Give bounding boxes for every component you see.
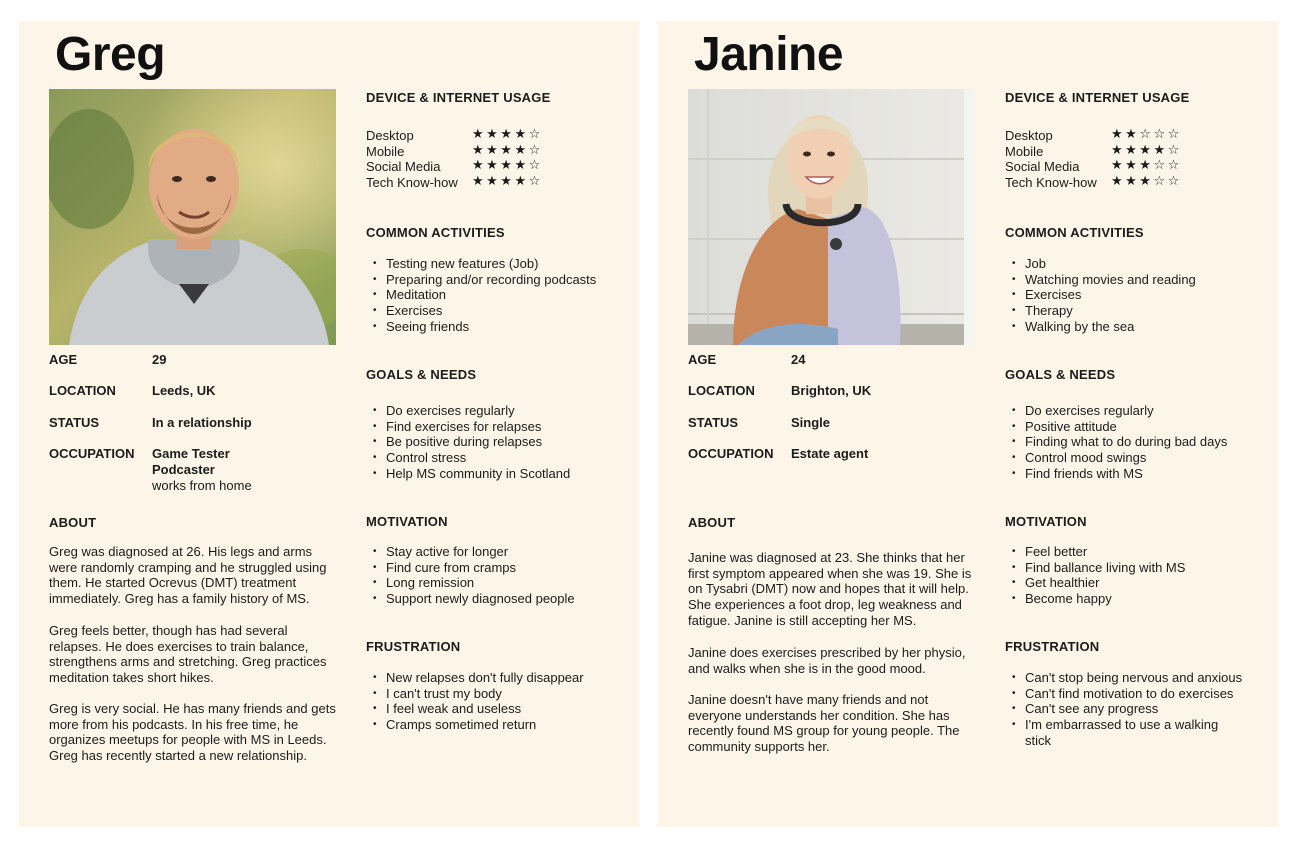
list-item: • Can't find motivation to do exercises <box>1005 686 1245 702</box>
list-item: • Control mood swings <box>1005 450 1270 466</box>
status-value: In a relationship <box>152 415 252 430</box>
activities-heading: COMMON ACTIVITIES <box>366 225 505 240</box>
rating-row <box>366 128 586 144</box>
about-paragraph: Janine was diagnosed at 23. She thinks that her first symptom appeared when she was 19. She is on Tysabri (DMT) now and hopes that it will help. She experiences a foot drop, leg weakness and fatigue. Janine is still accepting her MS. <box>688 550 972 628</box>
occupation-item: Podcaster <box>152 462 215 477</box>
rating-row <box>1005 175 1225 191</box>
age-value: 24 <box>791 352 806 367</box>
list-item: • I'm embarrassed to use a walking stick <box>1005 717 1245 748</box>
activities-list <box>366 256 631 335</box>
list-item: • Preparing and/or recording podcasts <box>366 272 631 288</box>
goals-list <box>366 403 631 482</box>
list-item: • Become happy <box>1005 591 1270 607</box>
list-item: • Can't stop being nervous and anxious <box>1005 670 1245 686</box>
list-item: • Feel better <box>1005 544 1270 560</box>
list-item: • Exercises <box>1005 287 1270 303</box>
about-paragraph: Greg feels better, though has had several relapses. He does exercises to train balance, strengthens arms and stretching. Greg practices meditation takes short hikes. <box>49 623 327 686</box>
persona-photo <box>49 89 336 345</box>
location-label: LOCATION <box>688 383 755 398</box>
list-item: • New relapses don't fully disappear <box>366 670 631 686</box>
goals-heading: GOALS & NEEDS <box>1005 367 1116 382</box>
location-value: Leeds, UK <box>152 383 216 398</box>
occupation-label: OCCUPATION <box>49 446 135 461</box>
star-rating-icon: ★★★☆☆ <box>1111 158 1182 174</box>
list-item: • Do exercises regularly <box>366 403 631 419</box>
list-item: • Meditation <box>366 287 631 303</box>
list-item: • Seeing friends <box>366 319 631 335</box>
star-rating-icon: ★★★☆☆ <box>1111 174 1182 190</box>
rating-row <box>366 159 586 175</box>
about-heading: ABOUT <box>49 515 97 530</box>
goals-heading: GOALS & NEEDS <box>366 367 477 382</box>
list-item: • Job <box>1005 256 1270 272</box>
rating-label: Social Media <box>1005 159 1080 175</box>
rating-label: Desktop <box>366 128 414 143</box>
about-paragraph: Janine doesn't have many friends and not everyone understands her condition. She has recently found MS group for young people. The community supports her. <box>688 692 960 755</box>
usage-heading: DEVICE & INTERNET USAGE <box>1005 90 1190 105</box>
list-item: • Stay active for longer <box>366 544 631 560</box>
persona-card-greg <box>19 21 639 827</box>
list-item: • Support newly diagnosed people <box>366 591 631 607</box>
frustration-heading: FRUSTRATION <box>366 639 461 654</box>
list-item: • I feel weak and useless <box>366 701 631 717</box>
goals-list <box>1005 403 1270 482</box>
occupation-item: Game Tester <box>152 446 230 461</box>
list-item: • Be positive during relapses <box>366 434 631 450</box>
persona-name: Greg <box>55 28 166 81</box>
star-rating-icon: ★★★★☆ <box>472 142 543 158</box>
list-item: • Find exercises for relapses <box>366 419 631 435</box>
rating-row <box>1005 144 1225 160</box>
usage-ratings <box>366 128 586 191</box>
activities-heading: COMMON ACTIVITIES <box>1005 225 1144 240</box>
motivation-list <box>366 544 631 607</box>
list-item: • Testing new features (Job) <box>366 256 631 272</box>
list-item: • Finding what to do during bad days <box>1005 434 1270 450</box>
occupation-value <box>791 446 868 462</box>
rating-row <box>366 175 586 191</box>
age-value: 29 <box>152 352 167 367</box>
rating-label: Desktop <box>1005 128 1053 143</box>
list-item: • Can't see any progress <box>1005 701 1245 717</box>
list-item: • Cramps sometimed return <box>366 717 631 733</box>
usage-ratings <box>1005 128 1225 191</box>
frustration-list <box>366 670 631 733</box>
motivation-list <box>1005 544 1270 607</box>
star-rating-icon: ★★★★☆ <box>472 158 543 174</box>
motivation-heading: MOTIVATION <box>1005 514 1087 529</box>
rating-row <box>1005 159 1225 175</box>
persona-photo <box>688 89 975 345</box>
list-item: • Exercises <box>366 303 631 319</box>
frustration-heading: FRUSTRATION <box>1005 639 1100 654</box>
occupation-note: works from home <box>152 478 252 493</box>
list-item: • Long remission <box>366 575 631 591</box>
star-rating-icon: ★★★★☆ <box>472 174 543 190</box>
motivation-heading: MOTIVATION <box>366 514 448 529</box>
status-label: STATUS <box>688 415 739 430</box>
star-rating-icon: ★★★★☆ <box>1111 142 1182 158</box>
status-value: Single <box>791 415 831 430</box>
list-item: • Do exercises regularly <box>1005 403 1270 419</box>
rating-label: Mobile <box>1005 143 1044 159</box>
persona-card-janine <box>658 21 1278 827</box>
rating-row <box>1005 128 1225 144</box>
rating-row <box>366 144 586 160</box>
status-label: STATUS <box>49 415 100 430</box>
about-heading: ABOUT <box>688 515 736 530</box>
list-item: • I can't trust my body <box>366 686 631 702</box>
rating-label: Tech Know-how <box>366 175 458 191</box>
age-label: AGE <box>688 352 717 367</box>
usage-heading: DEVICE & INTERNET USAGE <box>366 90 551 105</box>
star-rating-icon: ★★★★☆ <box>472 127 543 142</box>
list-item: • Help MS community in Scotland <box>366 466 631 482</box>
rating-label: Tech Know-how <box>1005 175 1097 191</box>
list-item: • Get healthier <box>1005 575 1270 591</box>
about-paragraph: Greg is very social. He has many friends and gets more from his podcasts. In his free time, he organizes meetups for people with MS in Leeds. Greg has recently started a new relationship. <box>49 701 336 764</box>
occupation-value <box>152 446 252 494</box>
rating-label: Social Media <box>366 159 441 175</box>
list-item: • Control stress <box>366 450 631 466</box>
age-label: AGE <box>49 352 78 367</box>
location-value: Brighton, UK <box>791 383 872 398</box>
activities-list <box>1005 256 1270 335</box>
persona-name: Janine <box>694 28 844 81</box>
rating-label: Mobile <box>366 143 405 159</box>
list-item: • Find ballance living with MS <box>1005 560 1270 576</box>
list-item: • Watching movies and reading <box>1005 272 1270 288</box>
about-paragraph: Janine does exercises prescribed by her physio, and walks when she is in the good mood. <box>688 645 966 676</box>
star-rating-icon: ★★☆☆☆ <box>1111 127 1182 142</box>
list-item: • Positive attitude <box>1005 419 1270 435</box>
list-item: • Find friends with MS <box>1005 466 1270 482</box>
frustration-list <box>1005 670 1245 749</box>
list-item: • Walking by the sea <box>1005 319 1270 335</box>
occupation-item: Estate agent <box>791 446 869 461</box>
about-paragraph: Greg was diagnosed at 26. His legs and arms were randomly cramping and he struggled using them. He started Ocrevus (DMT) treatment immediately. Greg has a family history of MS. <box>49 544 327 607</box>
location-label: LOCATION <box>49 383 116 398</box>
occupation-label: OCCUPATION <box>688 446 774 461</box>
list-item: • Find cure from cramps <box>366 560 631 576</box>
list-item: • Therapy <box>1005 303 1270 319</box>
